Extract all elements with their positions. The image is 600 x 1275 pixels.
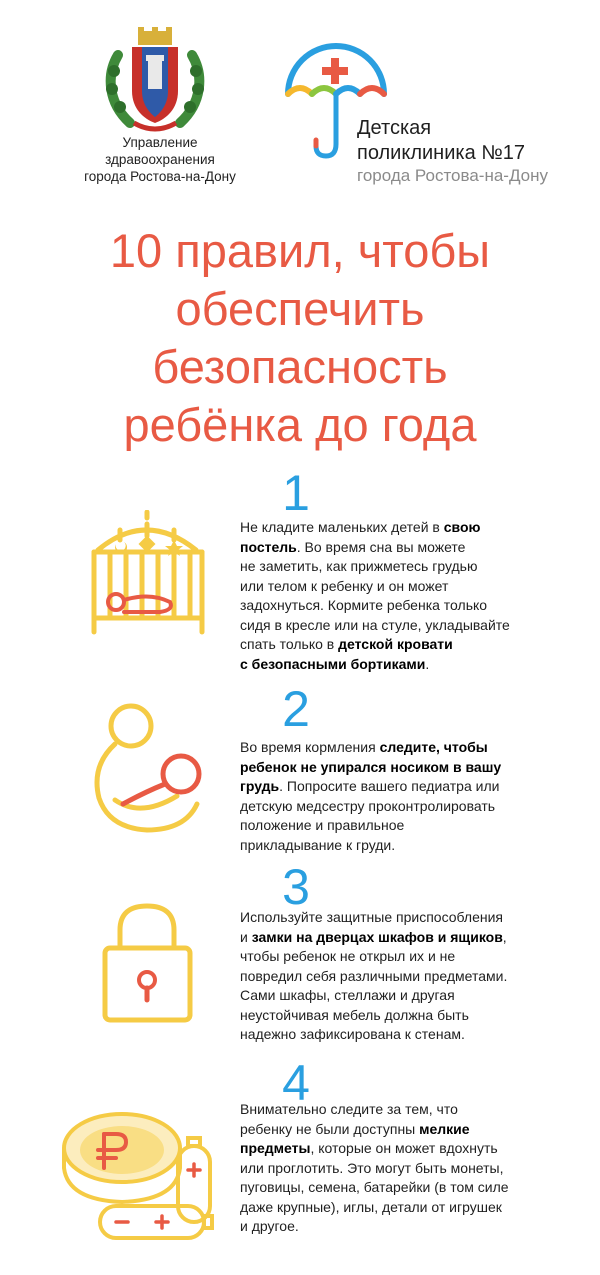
body-text: , которые он может вдохнуть [310, 1140, 498, 1156]
emphasis-text: следите, чтобы [379, 739, 488, 755]
body-text: сидя в кресле или на стуле, укладывайте [240, 616, 510, 633]
rule-text-line [240, 986, 580, 1006]
rule-text-line [240, 1139, 580, 1159]
body-text: ребенку не были доступны [240, 1120, 420, 1137]
title-line: 10 правил, чтобы [109, 224, 491, 277]
emphasis-text: детской кровати [338, 636, 453, 652]
padlock-icon [100, 900, 195, 1025]
body-text: . [425, 655, 430, 672]
clinic-name [357, 116, 587, 166]
clinic-city: города Ростова-на-Дону [357, 166, 549, 185]
body-text: и другое. [240, 1218, 299, 1234]
crib-icon [80, 510, 215, 635]
rule-text-line [240, 928, 580, 948]
rule-text [240, 908, 580, 1045]
body-text: чтобы ребенок не открыл их и не [240, 948, 456, 964]
rule-text-line [240, 758, 580, 778]
department-name [60, 134, 260, 185]
rule-text-line [240, 1100, 580, 1120]
body-text: Используйте защитные приспособления [240, 909, 503, 925]
rule-text-line [240, 738, 580, 758]
rule-text-line [240, 518, 580, 538]
rule-text-line [240, 947, 580, 967]
rule-text-line [240, 1217, 580, 1237]
body-text: и [240, 928, 252, 945]
body-text: положение и правильное [240, 817, 405, 833]
emphasis-text: предметы [240, 1140, 311, 1156]
emphasis-text: замки на дверцах шкафов и ящиков [251, 928, 503, 945]
body-text: повредил себя различными предметами. [240, 967, 508, 984]
emphasis-text: свою [443, 519, 481, 535]
city-coat-of-arms [100, 25, 210, 135]
rule-number: 2 [282, 681, 310, 737]
body-text: надежно зафиксирована к стенам. [240, 1026, 465, 1042]
rule-text-line [240, 655, 580, 675]
body-text: Во время кормления [240, 739, 380, 755]
body-text: . Попросите вашего педиатра или [279, 778, 500, 794]
body-text: задохнуться. Кормите ребенка только [240, 597, 488, 613]
title-line: безопасность [152, 340, 448, 393]
rule-number: 3 [282, 859, 310, 915]
breastfeeding-icon [85, 700, 215, 840]
rule-text-line [240, 967, 580, 987]
rule-text-line [240, 908, 580, 928]
body-text: даже крупные), иглы, детали от игрушек [240, 1198, 502, 1215]
rule-number: 4 [282, 1055, 310, 1111]
body-text: Не кладите маленьких детей в [240, 519, 444, 535]
rule-text-line [240, 635, 580, 655]
rule-text [240, 738, 580, 855]
coin-battery-icon [60, 1090, 220, 1250]
rule-text-line [240, 1159, 580, 1179]
rule-text-line [240, 836, 580, 856]
title-line: обеспечить [175, 282, 425, 335]
body-text: Сами шкафы, стеллажи и другая [240, 987, 455, 1003]
body-text: . Во время сна вы можете [296, 538, 466, 555]
rule-text-line [240, 538, 580, 558]
rule-text-line [240, 596, 580, 616]
rule-text [240, 518, 580, 674]
rule-text-line [240, 797, 580, 817]
rule-text-line [240, 1198, 580, 1218]
department-line: здравоохранения [105, 152, 215, 167]
body-text: пуговицы, семена, батарейки (в том силе [240, 1179, 509, 1195]
rule-text-line [240, 616, 580, 636]
title-line: ребёнка до года [123, 398, 477, 451]
body-text: или телом к ребенку и он может [240, 577, 449, 594]
page-title [20, 222, 580, 454]
rule-text-line [240, 557, 580, 577]
emphasis-text: постель [240, 538, 297, 555]
body-text: спать только в [240, 636, 339, 652]
body-text: не заметить, как прижметесь грудью [240, 558, 478, 574]
body-text: неустойчивая мебель должна быть [240, 1006, 469, 1023]
rule-text-line [240, 816, 580, 836]
rule-text-line [240, 777, 580, 797]
rule-text [240, 1100, 580, 1237]
department-line: Управление [122, 135, 198, 150]
body-text: прикладывание к груди. [240, 836, 396, 853]
rule-text-line [240, 1025, 580, 1045]
body-text: Внимательно следите за тем, что [240, 1101, 458, 1117]
clinic-name-line: Детская [357, 117, 432, 139]
rule-text-line [240, 1120, 580, 1140]
emphasis-text: с безопасными бортиками [240, 655, 426, 672]
clinic-name-line: поликлиника №17 [357, 142, 525, 164]
emphasis-text: грудь [240, 778, 280, 794]
rule-number: 1 [282, 465, 310, 521]
emphasis-text: ребенок не упирался носиком в вашу [240, 758, 502, 775]
rule-text-line [240, 1178, 580, 1198]
body-text: , [502, 928, 507, 945]
rule-text-line [240, 577, 580, 597]
coat-of-arms-icon [100, 25, 210, 135]
rule-text-line [240, 1006, 580, 1026]
emphasis-text: мелкие [419, 1120, 470, 1137]
department-line: города Ростова-на-Дону [84, 169, 236, 184]
body-text: детскую медсестру проконтролировать [240, 797, 496, 814]
body-text: или проглотить. Это могут быть монеты, [240, 1159, 504, 1176]
